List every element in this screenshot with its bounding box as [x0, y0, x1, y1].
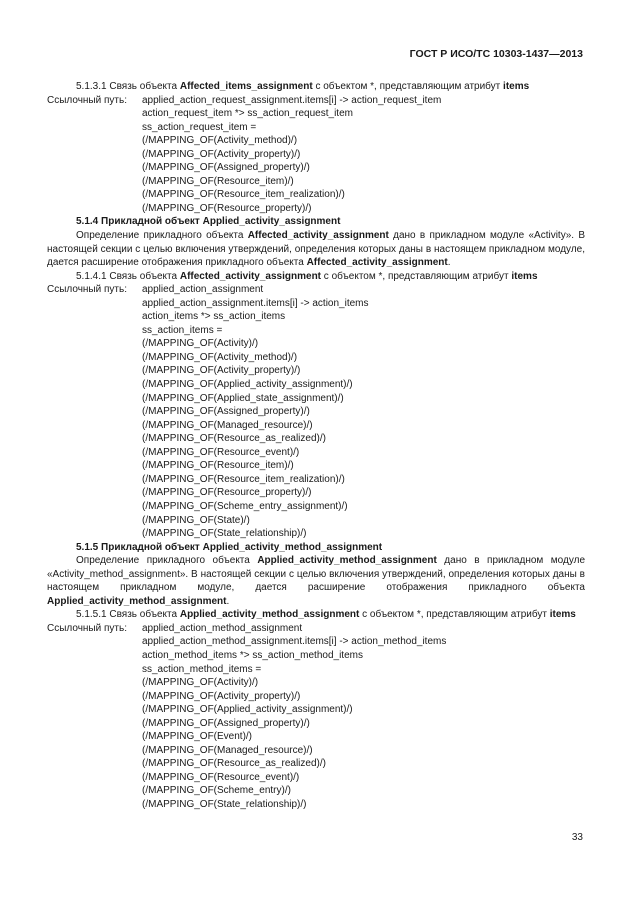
- path-line: (/MAPPING_OF(Managed_resource)/): [142, 744, 313, 756]
- attribute-name: items: [511, 270, 538, 282]
- path-line: (/MAPPING_OF(Resource_item_realization)/): [142, 189, 345, 201]
- section-title-5-1-4: 5.1.4 Прикладной объект Applied_activity_assignment: [76, 216, 341, 228]
- reference-path-label: Ссылочный путь:: [47, 622, 127, 634]
- path-line: (/MAPPING_OF(Resource_as_realized)/): [142, 433, 326, 445]
- path-line: (/MAPPING_OF(Activity)/): [142, 677, 259, 689]
- page-number: 33: [571, 832, 583, 843]
- path-line: (/MAPPING_OF(Applied_state_assignment)/): [142, 392, 344, 404]
- section-heading-5-1-5-1: [47, 608, 585, 622]
- path-line: applied_action_request_assignment.items[i] -> action_request_item: [142, 94, 442, 106]
- path-line: (/MAPPING_OF(Activity_property)/): [142, 148, 301, 160]
- heading-text: с объектом *, представляющим атрибут: [312, 81, 504, 92]
- entity-name: Affected_activity_assignment: [247, 230, 389, 242]
- path-line: (/MAPPING_OF(State_relationship)/): [142, 528, 307, 540]
- reference-path-row: [47, 283, 585, 297]
- path-line: (/MAPPING_OF(Activity_property)/): [142, 690, 301, 702]
- path-line: (/MAPPING_OF(Resource_event)/): [142, 446, 300, 458]
- heading-text: 5.1.4.1 Связь объекта: [76, 270, 180, 282]
- path-line: (/MAPPING_OF(Scheme_entry)/): [142, 785, 291, 797]
- heading-text: с объектом *, представляющим атрибут: [321, 270, 512, 282]
- path-line: applied_action_assignment: [142, 284, 264, 296]
- heading-text: 5.1.5.1 Связь объекта: [76, 609, 180, 621]
- path-line: (/MAPPING_OF(Resource_item_realization)/): [142, 473, 345, 485]
- reference-path-list: [47, 297, 585, 541]
- entity-name: Applied_activity_method_assignment: [179, 609, 360, 621]
- entity-name: Applied_activity_method_assignment: [47, 595, 227, 607]
- path-line: ss_action_items =: [142, 324, 223, 336]
- path-line: (/MAPPING_OF(Event)/): [142, 731, 253, 743]
- path-line: (/MAPPING_OF(Assigned_property)/): [142, 406, 310, 418]
- heading-text: 5.1.3.1 Связь объекта: [76, 81, 180, 92]
- path-line: (/MAPPING_OF(Applied_activity_assignment)/): [142, 704, 353, 716]
- definition-text: дано в прикладном модуле «Activity_method_assignment». В настоящей секции с целью включения утверждений, определения которых даны в настоящем прикладном модуле, дается расширение отображения прикладного объекта: [47, 555, 585, 594]
- path-line: (/MAPPING_OF(Assigned_property)/): [142, 717, 310, 729]
- path-line: ss_action_request_item =: [142, 121, 257, 133]
- path-line: (/MAPPING_OF(Resource_as_realized)/): [142, 758, 326, 770]
- definition-text: Определение прикладного объекта: [76, 230, 248, 242]
- path-line: ss_action_method_items =: [142, 663, 262, 675]
- reference-path-row: [47, 622, 585, 636]
- entity-name: Applied_activity_method_assignment: [257, 555, 437, 567]
- path-line: (/MAPPING_OF(Resource_event)/): [142, 771, 300, 783]
- entity-name: Affected_activity_assignment: [179, 270, 322, 282]
- path-line: (/MAPPING_OF(Resource_item)/): [142, 460, 294, 472]
- section-heading-5-1-3-1: [47, 80, 585, 94]
- reference-path-label: Ссылочный путь:: [47, 284, 127, 296]
- path-line: (/MAPPING_OF(Managed_resource)/): [142, 419, 313, 431]
- reference-path-row: [47, 94, 585, 108]
- document-body: [47, 80, 585, 812]
- definition-text: .: [226, 595, 230, 607]
- path-line: applied_action_assignment.items[i] -> action_items: [142, 297, 369, 309]
- reference-path-list: [47, 635, 585, 811]
- attribute-name: items: [549, 609, 576, 621]
- definition-paragraph: [47, 229, 585, 270]
- path-line: (/MAPPING_OF(Scheme_entry_assignment)/): [142, 500, 348, 512]
- path-line: (/MAPPING_OF(Applied_activity_assignment)/): [142, 379, 353, 391]
- definition-text: .: [447, 257, 451, 269]
- definition-text: Определение прикладного объекта: [76, 555, 258, 567]
- entity-name: Affected_items_assignment: [179, 81, 313, 92]
- attribute-name: items: [503, 81, 530, 92]
- section-heading-5-1-4-1: [47, 270, 585, 284]
- definition-paragraph: [47, 554, 585, 608]
- path-line: (/MAPPING_OF(Activity_method)/): [142, 135, 298, 147]
- path-line: (/MAPPING_OF(Resource_property)/): [142, 202, 312, 214]
- path-line: (/MAPPING_OF(Assigned_property)/): [142, 162, 310, 174]
- path-line: action_method_items *> ss_action_method_items: [142, 649, 363, 661]
- path-line: (/MAPPING_OF(State)/): [142, 514, 250, 526]
- document-header: ГОСТ Р ИСО/ТС 10303-1437—2013: [409, 48, 583, 60]
- reference-path-label: Ссылочный путь:: [47, 94, 127, 106]
- reference-path-list: [47, 107, 585, 215]
- section-title-5-1-5: 5.1.5 Прикладной объект Applied_activity_method_assignment: [76, 541, 383, 553]
- definition-text: дано в прикладном модуле «Activity». В настоящей секции с целью включения утверждений, определения которых даны в настоящем прикладном модуле, дается расширение отображения прикладного объекта: [47, 230, 585, 269]
- entity-name: Affected_activity_assignment: [306, 257, 448, 269]
- path-line: (/MAPPING_OF(Activity_property)/): [142, 365, 301, 377]
- path-line: (/MAPPING_OF(State_relationship)/): [142, 798, 307, 810]
- path-line: (/MAPPING_OF(Activity)/): [142, 338, 259, 350]
- path-line: applied_action_method_assignment.items[i] -> action_method_items: [142, 636, 447, 648]
- path-line: action_items *> ss_action_items: [142, 311, 286, 323]
- heading-text: с объектом *, представляющим атрибут: [359, 609, 550, 621]
- path-line: (/MAPPING_OF(Resource_item)/): [142, 175, 294, 187]
- path-line: (/MAPPING_OF(Activity_method)/): [142, 351, 298, 363]
- path-line: action_request_item *> ss_action_request_item: [142, 108, 353, 120]
- path-line: applied_action_method_assignment: [142, 622, 303, 634]
- path-line: (/MAPPING_OF(Resource_property)/): [142, 487, 312, 499]
